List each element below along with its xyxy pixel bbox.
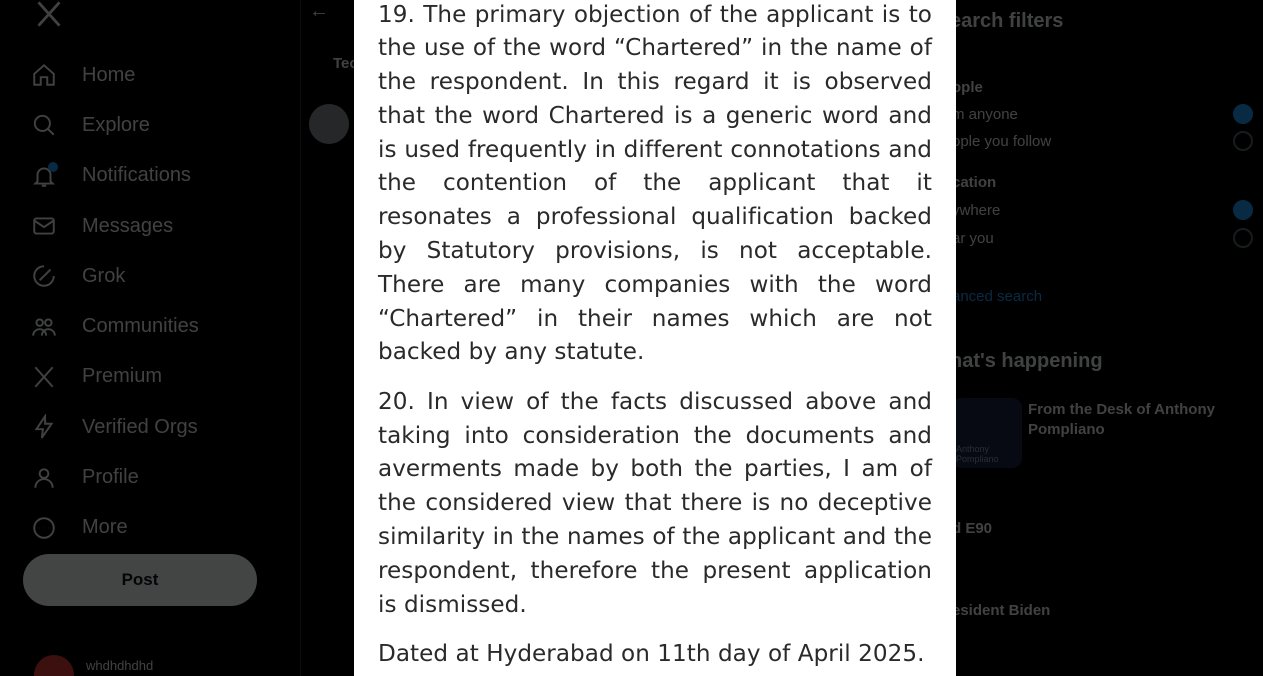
document-text — [378, 0, 932, 676]
paragraph-20: 20. In view of the facts discussed above and taking into consideration the documents and averments made by both the parties, I am of the considered view that there is no deceptive similarity in the names of the applicant and the respondent, therefore the present application is dismissed. — [378, 388, 932, 618]
paragraph-19: 19. The primary objection of the applicant is to the use of the word “Chartered” in the name of the respondent. In this regard it is observed that the word Chartered is a generic word and is used frequently in different connotations and the contention of the applicant that it resonates a professional qualification backed by Statutory provisions, is not acceptable. There are many companies with the word “Chartered” in their names which are not backed by any statute. — [378, 1, 932, 366]
document-image — [354, 0, 956, 676]
dated-line: Dated at Hyderabad on 11th day of April 2025. — [378, 641, 925, 668]
